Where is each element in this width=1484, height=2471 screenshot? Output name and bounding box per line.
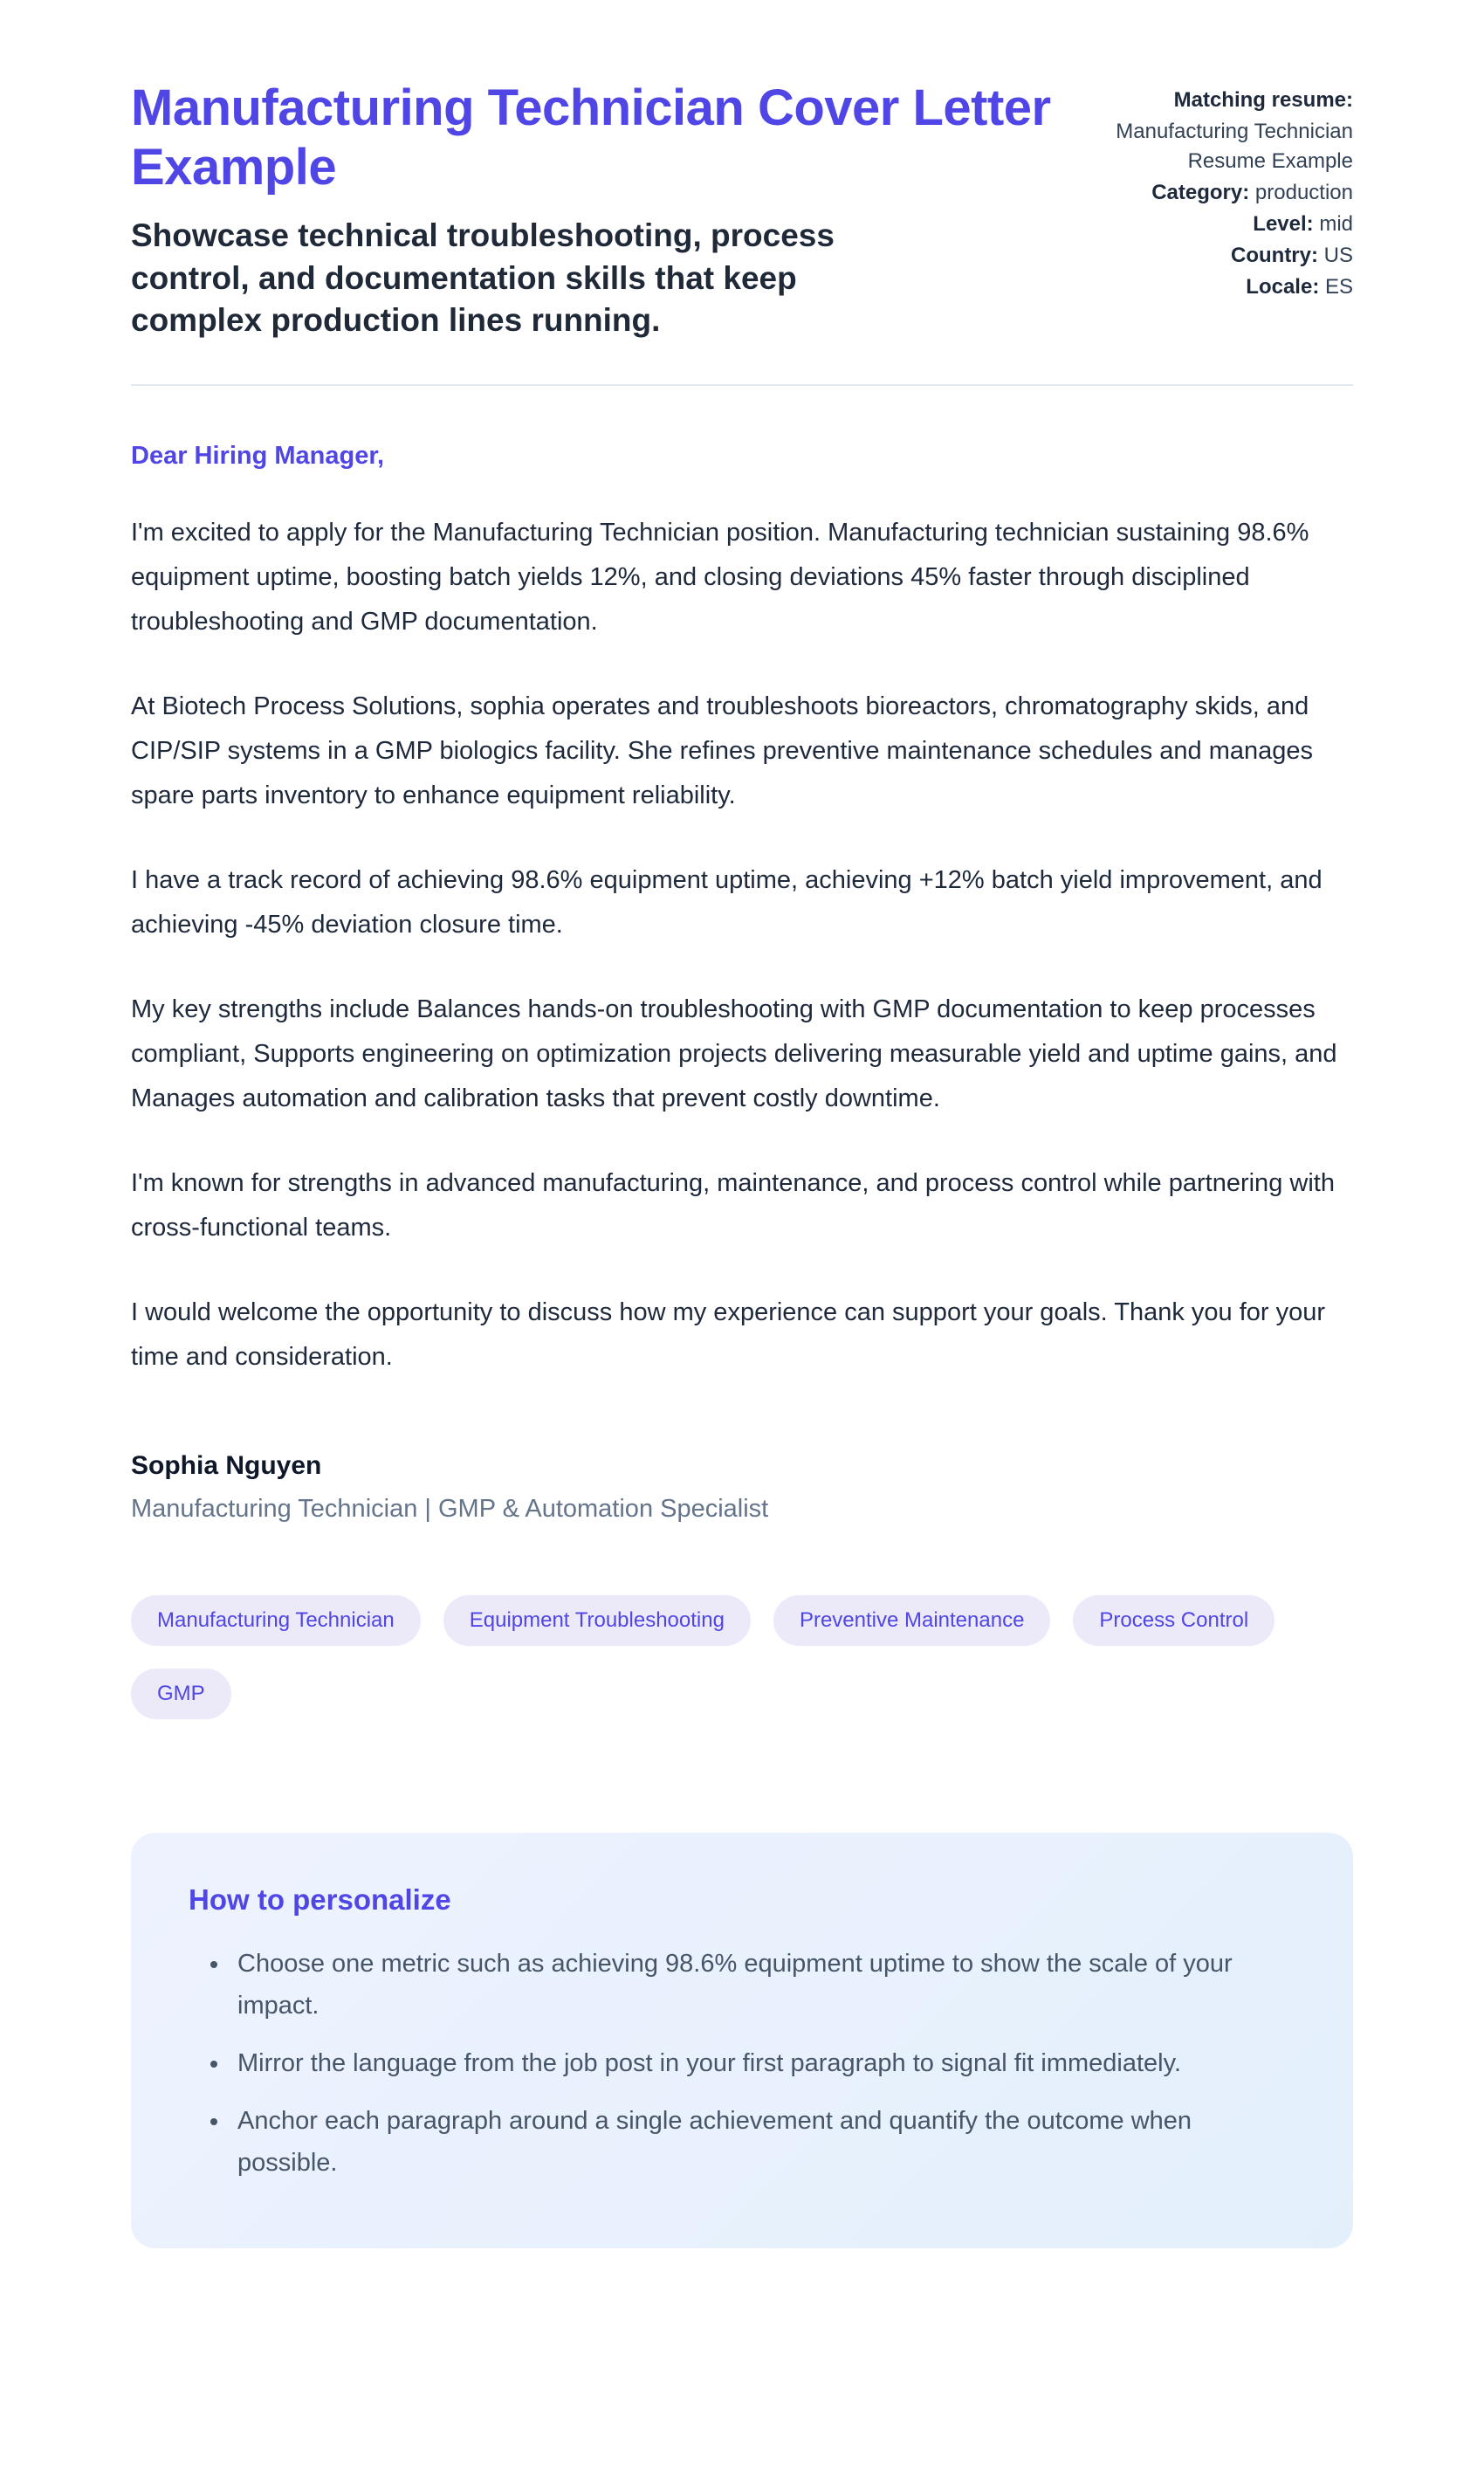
- tag-preventive-maintenance[interactable]: Preventive Maintenance: [773, 1595, 1050, 1646]
- meta-row-locale: [1081, 272, 1353, 302]
- tip-item: • Mirror the language from the job post in your first paragraph to signal fit immediately.: [230, 2042, 1295, 2084]
- matching-resume-label-text: Matching resume:: [1173, 88, 1353, 112]
- tag-equipment-troubleshooting[interactable]: Equipment Troubleshooting: [443, 1595, 751, 1646]
- meta-row-level: [1081, 210, 1353, 239]
- tag-process-control[interactable]: Process Control: [1073, 1595, 1274, 1646]
- header-divider: [131, 384, 1353, 386]
- signature-title: Manufacturing Technician | GMP & Automation Specialist: [131, 1495, 769, 1524]
- page-header: [131, 79, 1353, 342]
- meta-value-locale: ES: [1324, 275, 1353, 299]
- letter-greeting: Dear Hiring Manager,: [131, 442, 385, 471]
- keyword-tags: [131, 1595, 1353, 1719]
- header-title-block: [131, 79, 1065, 342]
- signature-name: Sophia Nguyen: [131, 1451, 322, 1481]
- matching-resume-value: Manufacturing Technician Resume Example: [1116, 120, 1353, 174]
- tag-manufacturing-technician[interactable]: Manufacturing Technician: [131, 1595, 421, 1646]
- letter-paragraph: I'm known for strengths in advanced manufacturing, maintenance, and process control while partnering with cross-functional teams.: [131, 1169, 1335, 1242]
- tips-list: [189, 1943, 1295, 2184]
- meta-value-country: US: [1323, 244, 1353, 268]
- cover-letter-body: [131, 442, 1353, 1524]
- letter-paragraph: I have a track record of achieving 98.6% equipment uptime, achieving +12% batch yield improvement, and achieving -45% deviation closure time.: [131, 866, 1323, 940]
- tip-item: • Choose one metric such as achieving 98.6% equipment uptime to show the scale of your impact.: [230, 1943, 1295, 2027]
- letter-paragraph: I would welcome the opportunity to discuss how my experience can support your goals. Thank you for your time and consideration.: [131, 1298, 1326, 1372]
- matching-resume-label: [1081, 86, 1353, 115]
- tag-gmp[interactable]: GMP: [131, 1669, 231, 1719]
- letter-paragraph: I'm excited to apply for the Manufacturing Technician position. Manufacturing technician sustaining 98.6% equipment uptime, boosting batch yields 12%, and closing deviations 45% faster through disciplined troubleshooting and GMP documentation.: [131, 519, 1309, 637]
- page-subtitle: Showcase technical troubleshooting, process control, and documentation skills that keep complex production lines running.: [131, 217, 835, 339]
- tips-card-title: How to personalize: [189, 1883, 451, 1917]
- letter-paragraph: At Biotech Process Solutions, sophia operates and troubleshoots bioreactors, chromatography skids, and CIP/SIP systems in a GMP biologics facility. She refines preventive maintenance schedules and manages spare parts inventory to enhance equipment reliability.: [131, 692, 1314, 810]
- meta-row-country: [1081, 241, 1353, 271]
- page-title: Manufacturing Technician Cover Letter Example: [131, 79, 1051, 196]
- meta-label-locale: Locale:: [1246, 275, 1320, 299]
- meta-value-category: production: [1254, 181, 1353, 205]
- resume-meta-panel: [1081, 79, 1353, 303]
- meta-row-category: [1081, 178, 1353, 208]
- meta-label-level: Level:: [1253, 212, 1314, 237]
- meta-label-country: Country:: [1231, 244, 1318, 268]
- meta-label-category: Category:: [1151, 181, 1250, 205]
- how-to-personalize-card: [131, 1833, 1353, 2248]
- tip-item: • Anchor each paragraph around a single achievement and quantify the outcome when possible.: [230, 2100, 1295, 2184]
- letter-paragraph: My key strengths include Balances hands-on troubleshooting with GMP documentation to keep processes compliant, Supports engineering on optimization projects delivering measurable yield and uptime gains, and Manages automation and calibration tasks that prevent costly downtime.: [131, 995, 1337, 1113]
- meta-value-level: mid: [1319, 212, 1353, 237]
